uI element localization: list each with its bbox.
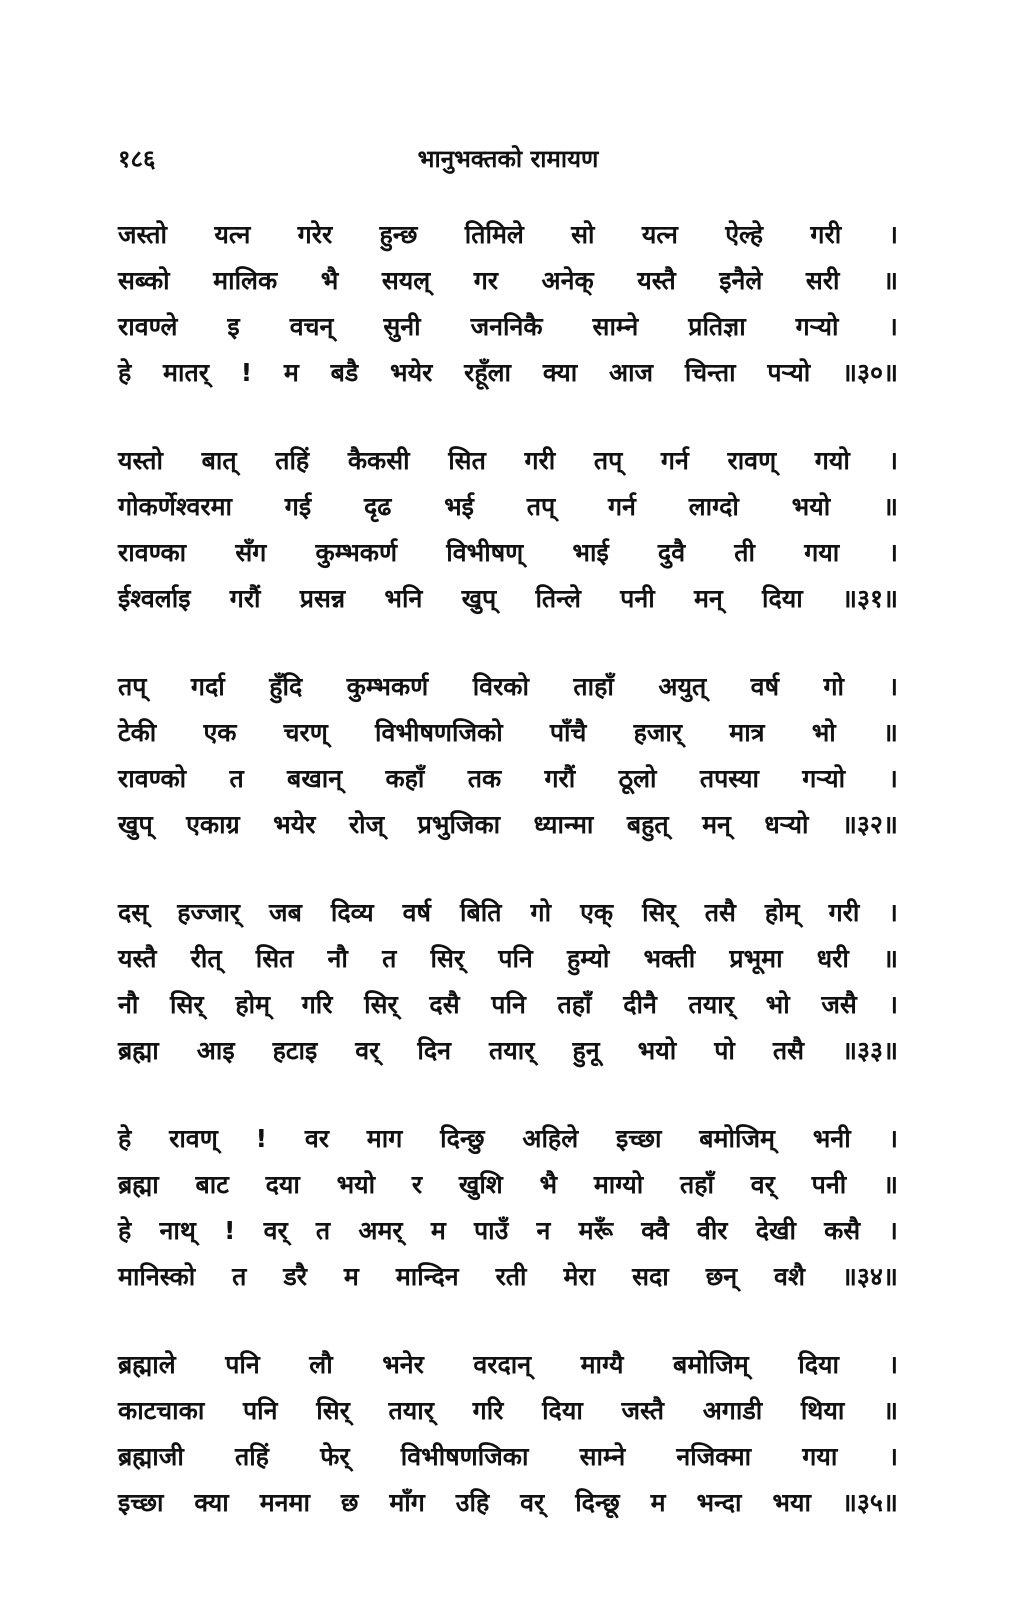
verse-word: वर् <box>263 1216 288 1245</box>
verse-word: भै <box>320 266 339 295</box>
verse-word: वरदान् <box>473 1350 532 1379</box>
verse-word: मात्र <box>729 718 765 747</box>
verse-word: पनी <box>811 1170 847 1199</box>
stanza <box>118 438 898 622</box>
verse-word: पो <box>714 1036 735 1065</box>
verse-word: तपस्या <box>699 764 759 793</box>
verse-line <box>118 1388 898 1434</box>
verse-word: चिन्ता <box>684 358 736 387</box>
verse-word: वर् <box>750 1170 775 1199</box>
verse-word: भयो <box>791 492 831 521</box>
verse-word: भो <box>765 990 790 1019</box>
verse-word: बमोजिम् <box>673 1350 749 1379</box>
verse-line <box>118 212 898 258</box>
verse-word: खुप् <box>461 584 497 613</box>
verse-word: दिया <box>798 1350 839 1379</box>
verse-word: मरूँ <box>578 1216 614 1245</box>
verse-word: फेर् <box>320 1442 350 1471</box>
verse-line <box>118 756 898 802</box>
verse-line <box>118 890 898 936</box>
verse-word: नजिक्मा <box>676 1442 752 1471</box>
verse-word: । <box>888 1442 898 1471</box>
verse-word: । <box>888 672 898 701</box>
verse-word: । <box>888 1350 898 1379</box>
stanza <box>118 1116 898 1300</box>
verse-word: सिर् <box>430 944 465 973</box>
verse-word: तहिं <box>275 446 310 475</box>
verse-word: म <box>650 1488 666 1517</box>
verse-word: रावण्का <box>118 538 187 567</box>
verse-word: पनि <box>491 990 526 1019</box>
verse-word: खुशि <box>458 1170 503 1199</box>
verse-word: । <box>888 898 898 927</box>
verse-word: धऱ्यो <box>764 810 809 839</box>
verse-word: ऐल्हे <box>725 220 764 249</box>
verse-word: हे <box>118 1216 132 1245</box>
verse-word: ॥ <box>883 944 898 973</box>
verse-word: वचन् <box>289 312 334 341</box>
verse-word: पाँचै <box>549 718 587 747</box>
verse-word: हज्जार् <box>177 898 241 927</box>
verse-word: ॥३२॥ <box>841 810 898 839</box>
verse-word: बमोजिम् <box>699 1124 775 1153</box>
verse-word: म <box>343 1262 359 1291</box>
verse-word: क्वै <box>641 1216 669 1245</box>
verse-word: ॥३५॥ <box>841 1488 898 1517</box>
verse-word: हुन्छ <box>379 220 418 249</box>
verse-word: पनि <box>242 1396 278 1425</box>
verse-word: भनी <box>812 1124 851 1153</box>
verse-line <box>118 484 898 530</box>
verse-word: ॥ <box>882 1170 898 1199</box>
verse-word: एक <box>203 718 237 747</box>
verse-word: यस्तै <box>637 266 676 295</box>
verse-word: रावण्को <box>118 764 187 793</box>
verse-word: भयो <box>336 1170 376 1199</box>
verse-word: पनी <box>620 584 655 613</box>
verse-word: नौ <box>327 944 348 973</box>
verse-word: भई <box>444 492 474 521</box>
verse-word: मनमा <box>259 1488 310 1517</box>
verse-word: दीनै <box>623 990 657 1019</box>
verse-word: दिया <box>762 584 803 613</box>
verse-word: ब्रह्मा <box>118 1170 159 1199</box>
verse-word: होम् <box>235 990 271 1019</box>
verse-line <box>118 438 898 484</box>
verse-word: ॥ <box>882 266 898 295</box>
verse-word: इ <box>227 312 240 341</box>
verse-word: तहाँ <box>680 1170 715 1199</box>
verse-line <box>118 576 898 622</box>
verse-word: मानिस्को <box>118 1262 196 1291</box>
verse-word: एकाग्र <box>186 810 240 839</box>
verse-word: क्या <box>194 1488 229 1517</box>
verse-word: तयार् <box>388 1396 434 1425</box>
stanza <box>118 212 898 396</box>
verse-word: सित <box>448 446 486 475</box>
verse-word: गोकर्णेश्वरमा <box>118 492 233 521</box>
verse-word: ॥३१॥ <box>842 584 898 613</box>
verse-word: गर्दा <box>190 672 225 701</box>
verse-word: गर्न <box>660 446 689 475</box>
verse-word: सब्को <box>118 266 170 295</box>
verse-word: वर <box>304 1124 329 1153</box>
verse-word: ब्रह्माले <box>118 1350 176 1379</box>
verse-word: डरै <box>283 1262 307 1291</box>
verse-word: हजार् <box>633 718 683 747</box>
verse-word: पनि <box>225 1350 260 1379</box>
verse-word: पनि <box>498 944 533 973</box>
page-header <box>118 142 898 178</box>
verse-word: म <box>283 358 299 387</box>
verse-word: गरि <box>472 1396 504 1425</box>
verse-word: दिन <box>417 1036 452 1065</box>
verse-word: सरी <box>805 266 840 295</box>
verse-line <box>118 936 898 982</box>
verse-word: होम् <box>764 898 800 927</box>
verse-word: सदा <box>632 1262 669 1291</box>
verse-word: गरेर <box>297 220 333 249</box>
verse-word: वर् <box>520 1488 545 1517</box>
verse-word: ती <box>734 538 756 567</box>
verse-word: दस् <box>118 898 149 927</box>
verse-word: त <box>382 944 397 973</box>
verse-word: रोज् <box>348 810 385 839</box>
verse-word: क्या <box>542 358 578 387</box>
verse-word: तप् <box>593 446 623 475</box>
verse-line <box>118 1162 898 1208</box>
verse-word: दृढ <box>363 492 392 521</box>
verse-body <box>118 212 898 1568</box>
verse-word: प्रतिज्ञा <box>688 312 746 341</box>
verse-word: रावण् <box>727 446 777 475</box>
verse-word: भनि <box>384 584 423 613</box>
verse-word: इनैले <box>719 266 763 295</box>
verse-word: सँग <box>235 538 267 567</box>
verse-word: सिर् <box>316 1396 350 1425</box>
stanza <box>118 1342 898 1526</box>
verse-word: पऱ्यो <box>767 358 811 387</box>
verse-word: सित <box>255 944 294 973</box>
verse-word: सुनी <box>383 312 421 341</box>
verse-word: त <box>232 1262 247 1291</box>
verse-word: तिमिले <box>464 220 524 249</box>
verse-word: । <box>888 538 898 567</box>
verse-word: लौ <box>309 1350 333 1379</box>
verse-word: छन् <box>705 1262 738 1291</box>
verse-word: अनेक् <box>541 266 594 295</box>
verse-word: तिन्ले <box>535 584 581 613</box>
verse-word: माग्यो <box>593 1170 644 1199</box>
verse-word: आज <box>608 358 654 387</box>
verse-word: अयुत् <box>658 672 707 701</box>
verse-word: हुनू <box>572 1036 600 1065</box>
verse-word: नौ <box>118 990 139 1019</box>
verse-word: मन् <box>693 584 723 613</box>
verse-word: ॥ <box>882 718 898 747</box>
verse-word: भै <box>539 1170 558 1199</box>
verse-line <box>118 710 898 756</box>
verse-word: गर <box>473 266 499 295</box>
verse-word: अहिले <box>522 1124 579 1153</box>
verse-word: विभीषण् <box>446 538 524 567</box>
verse-word: सिर् <box>170 990 204 1019</box>
verse-word: दिया <box>542 1396 583 1425</box>
verse-line <box>118 1480 898 1526</box>
verse-word: । <box>888 1216 898 1245</box>
verse-word: तहाँ <box>557 990 592 1019</box>
verse-line <box>118 304 898 350</box>
verse-line <box>118 1116 898 1162</box>
verse-word: तयार् <box>489 1036 535 1065</box>
verse-word: वशै <box>774 1262 805 1291</box>
verse-word: भयो <box>637 1036 677 1065</box>
verse-word: छ <box>340 1488 359 1517</box>
verse-word: जननिकै <box>470 312 543 341</box>
verse-word: आइ <box>196 1036 235 1065</box>
verse-word: वर् <box>355 1036 380 1065</box>
verse-word: दसै <box>429 990 460 1019</box>
verse-word: कैकसी <box>347 446 410 475</box>
verse-word: साम्ने <box>579 1442 626 1471</box>
verse-word: गई <box>284 492 312 521</box>
verse-word: कुम्भकर्ण <box>315 538 398 567</box>
verse-line <box>118 350 898 396</box>
verse-word: ध्यान्मा <box>533 810 594 839</box>
verse-word: दिन्छु <box>440 1124 485 1153</box>
verse-word: गो <box>530 898 552 927</box>
verse-word: तहिं <box>234 1442 269 1471</box>
verse-word: हुँदि <box>269 672 303 701</box>
verse-word: गर्न <box>607 492 636 521</box>
verse-word: यत्न <box>214 220 251 249</box>
verse-word: थिया <box>800 1396 845 1425</box>
verse-word: ठूलो <box>618 764 657 793</box>
verse-word: इच्छा <box>118 1488 164 1517</box>
verse-word: । <box>888 990 898 1019</box>
verse-word: रावण्ले <box>118 312 178 341</box>
verse-line <box>118 1208 898 1254</box>
verse-word: हटाइ <box>272 1036 318 1065</box>
verse-word: रती <box>495 1262 527 1291</box>
verse-word: । <box>888 220 898 249</box>
verse-line <box>118 1342 898 1388</box>
verse-word: सो <box>571 220 595 249</box>
verse-word: हे <box>118 358 132 387</box>
stanza <box>118 890 898 1074</box>
verse-word: तप् <box>526 492 556 521</box>
verse-word: वर्ष <box>402 898 432 927</box>
verse-word: मालिक <box>213 266 278 295</box>
verse-word: भनेर <box>382 1350 424 1379</box>
verse-word: देखी <box>755 1216 796 1245</box>
verse-word: कहाँ <box>385 764 425 793</box>
verse-word: भया <box>772 1488 811 1517</box>
verse-word: कसै <box>824 1216 861 1245</box>
verse-word: भाई <box>572 538 609 567</box>
verse-word: कुम्भकर्ण <box>346 672 429 701</box>
verse-word: सिर् <box>364 990 398 1019</box>
verse-word: गरी <box>828 898 860 927</box>
verse-word: गया <box>804 538 840 567</box>
verse-word: काटचाका <box>118 1396 205 1425</box>
verse-line <box>118 530 898 576</box>
verse-word: त <box>315 1216 331 1245</box>
verse-word: यस्तै <box>118 944 157 973</box>
verse-word: ब्रह्माजी <box>118 1442 184 1471</box>
verse-word: रीत् <box>190 944 222 973</box>
verse-word: मेरा <box>563 1262 596 1291</box>
verse-word: र <box>411 1170 423 1199</box>
verse-word: दुवै <box>657 538 686 567</box>
verse-word: लाग्दो <box>688 492 739 521</box>
verse-word: भयेर <box>273 810 316 839</box>
verse-word: उहि <box>455 1488 490 1517</box>
verse-word: रावण् <box>169 1124 218 1153</box>
verse-word: खुप् <box>118 810 153 839</box>
verse-word: यस्तो <box>118 446 163 475</box>
verse-word: ! <box>223 1216 236 1245</box>
verse-word: गऱ्यो <box>802 764 846 793</box>
verse-word: मान्दिन <box>395 1262 459 1291</box>
verse-word: गरौं <box>229 584 261 613</box>
verse-word: बात् <box>201 446 237 475</box>
verse-word: विभीषणजिका <box>400 1442 529 1471</box>
verse-word: तप् <box>118 672 147 701</box>
verse-word: हुम्यो <box>566 944 610 973</box>
verse-word: साम्ने <box>592 312 639 341</box>
verse-word: ॥ <box>883 492 898 521</box>
verse-word: मन् <box>702 810 731 839</box>
verse-word: बाट <box>195 1170 229 1199</box>
verse-line <box>118 802 898 848</box>
verse-word: विभीषणजिको <box>375 718 503 747</box>
verse-word: भक्ती <box>643 944 696 973</box>
verse-line <box>118 1434 898 1480</box>
verse-word: एक् <box>580 898 614 927</box>
verse-line <box>118 982 898 1028</box>
verse-word: यत्न <box>641 220 678 249</box>
verse-line <box>118 1254 898 1300</box>
verse-word: बखान् <box>287 764 343 793</box>
verse-word: ईश्वर्लाइ <box>118 584 191 613</box>
verse-word: तसै <box>704 898 736 927</box>
verse-word: गरी <box>810 220 842 249</box>
verse-word: सिर् <box>642 898 676 927</box>
verse-word: वर्ष <box>750 672 780 701</box>
verse-word: धरी <box>816 944 849 973</box>
verse-word: प्रभूमा <box>729 944 783 973</box>
verse-word: गऱ्यो <box>795 312 839 341</box>
verse-word: अगाडी <box>702 1396 763 1425</box>
verse-word: दिव्य <box>330 898 374 927</box>
verse-word: ॥३४॥ <box>841 1262 898 1291</box>
verse-word: गो <box>823 672 845 701</box>
verse-word: बडै <box>330 358 359 387</box>
verse-word: तसै <box>772 1036 805 1065</box>
verse-word: जस्तो <box>118 220 168 249</box>
verse-word: माग्यै <box>580 1350 624 1379</box>
verse-word: दया <box>265 1170 300 1199</box>
verse-line <box>118 1028 898 1074</box>
verse-word: ताहाँ <box>573 672 614 701</box>
verse-word: त <box>229 764 244 793</box>
verse-word: गरौं <box>544 764 576 793</box>
verse-word: ! <box>255 1124 267 1153</box>
running-title: भानुभक्तको रामायण <box>417 145 599 173</box>
verse-word: गयो <box>814 446 850 475</box>
verse-word: सयल् <box>381 266 431 295</box>
verse-word: ॥३०॥ <box>842 358 898 387</box>
page-number: १८६ <box>118 145 156 173</box>
verse-word: ब्रह्मा <box>118 1036 159 1065</box>
verse-word: दिन्छू <box>575 1488 620 1517</box>
verse-word: बिति <box>460 898 502 927</box>
verse-word: विरको <box>472 672 529 701</box>
verse-word: बहुत् <box>626 810 669 839</box>
verse-word: माँग <box>389 1488 425 1517</box>
verse-word: टेकी <box>118 718 157 747</box>
verse-word: प्रभुजिका <box>417 810 501 839</box>
verse-word: वीर <box>696 1216 728 1245</box>
verse-word: जसै <box>821 990 857 1019</box>
verse-word: हे <box>118 1124 132 1153</box>
verse-word: माग <box>366 1124 403 1153</box>
verse-line <box>118 664 898 710</box>
verse-word: तक <box>467 764 502 793</box>
verse-word: इच्छा <box>615 1124 662 1153</box>
verse-word: मातर् <box>163 358 209 387</box>
verse-word: जब <box>269 898 302 927</box>
verse-word: । <box>888 446 898 475</box>
stanza <box>118 664 898 848</box>
verse-word: न <box>536 1216 551 1245</box>
verse-word: भयेर <box>390 358 433 387</box>
verse-word: अमर् <box>358 1216 403 1245</box>
verse-word: ॥ <box>882 1396 898 1425</box>
verse-word: प्रसन्न <box>299 584 346 613</box>
verse-word: नाथ् <box>159 1216 196 1245</box>
verse-word: भन्दा <box>696 1488 742 1517</box>
verse-word: तयार् <box>688 990 734 1019</box>
verse-word: म <box>430 1216 446 1245</box>
verse-word: गरि <box>301 990 333 1019</box>
verse-word: पाउँ <box>473 1216 509 1245</box>
verse-word: ॥३३॥ <box>842 1036 898 1065</box>
verse-word: । <box>888 764 898 793</box>
verse-word: गरी <box>524 446 556 475</box>
verse-word: जस्तै <box>621 1396 665 1425</box>
verse-word: ! <box>240 358 253 387</box>
verse-word: गया <box>802 1442 838 1471</box>
verse-word: । <box>888 1124 898 1153</box>
verse-word: । <box>888 312 898 341</box>
verse-word: चरण् <box>283 718 328 747</box>
verse-line <box>118 258 898 304</box>
verse-word: भो <box>811 718 836 747</box>
verse-word: रहूँला <box>464 358 512 387</box>
